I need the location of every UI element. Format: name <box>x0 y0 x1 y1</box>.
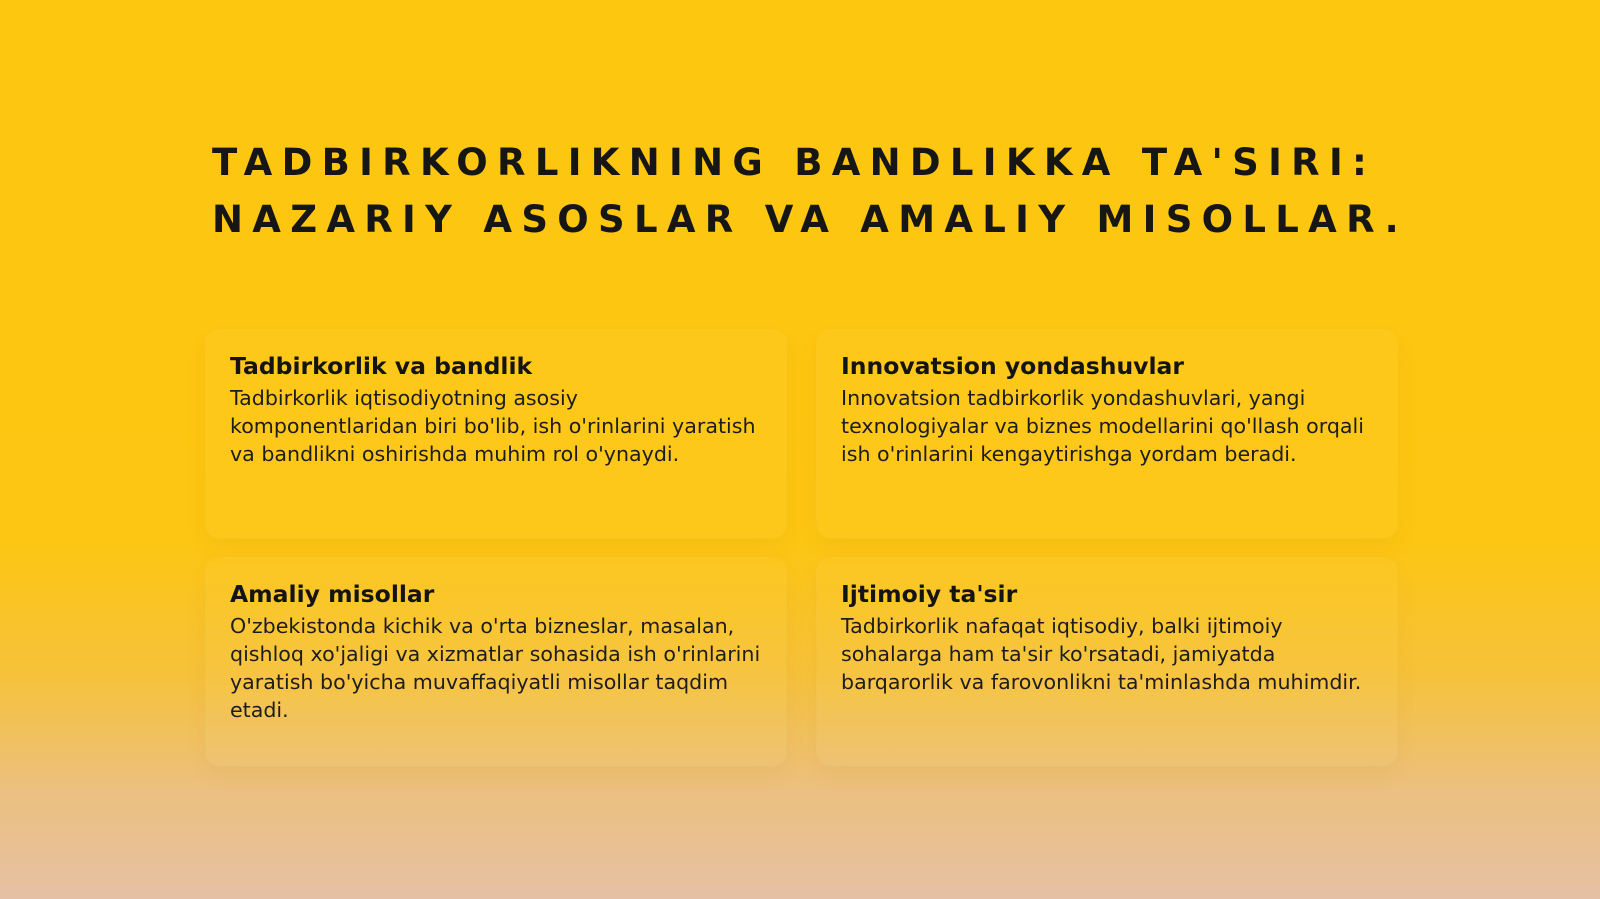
card-heading: Amaliy misollar <box>230 580 435 608</box>
card-heading: Innovatsion yondashuvlar <box>841 352 1184 380</box>
card-text: Tadbirkorlik nafaqat iqtisodiy, balki ijtimoiy sohalarga ham ta'sir ko'rsatadi, jamiyatda barqarorlik va farovonlikni ta'minlashda muhimdir. <box>841 614 1362 694</box>
card-heading: Ijtimoiy ta'sir <box>841 580 1018 608</box>
card-ijtimoiy-tasir <box>817 558 1397 766</box>
page-title <box>212 134 1462 248</box>
card-amaliy-misollar <box>206 558 786 766</box>
title-line-2: NAZARIY ASOSLAR VA AMALIY MISOLLAR. <box>212 198 1408 241</box>
card-innovatsion-yondashuvlar <box>817 330 1397 538</box>
card-heading: Tadbirkorlik va bandlik <box>230 352 533 380</box>
card-tadbirkorlik-va-bandlik <box>206 330 786 538</box>
card-text: Tadbirkorlik iqtisodiyotning asosiy komponentlaridan biri bo'lib, ish o'rinlarini yaratish va bandlikni oshirishda muhim rol o'ynaydi. <box>230 386 756 466</box>
title-line-1: TADBIRKORLIKNING BANDLIKKA TA'SIRI: <box>212 141 1377 184</box>
card-text: Innovatsion tadbirkorlik yondashuvlari, yangi texnologiyalar va biznes modellarini qo'llash orqali ish o'rinlarini kengaytirishga yordam beradi. <box>841 386 1364 466</box>
card-text: O'zbekistonda kichik va o'rta bizneslar, masalan, qishloq xo'jaligi va xizmatlar sohasida ish o'rinlarini yaratish bo'yicha muvaffaqiyatli misollar taqdim etadi. <box>230 614 761 722</box>
